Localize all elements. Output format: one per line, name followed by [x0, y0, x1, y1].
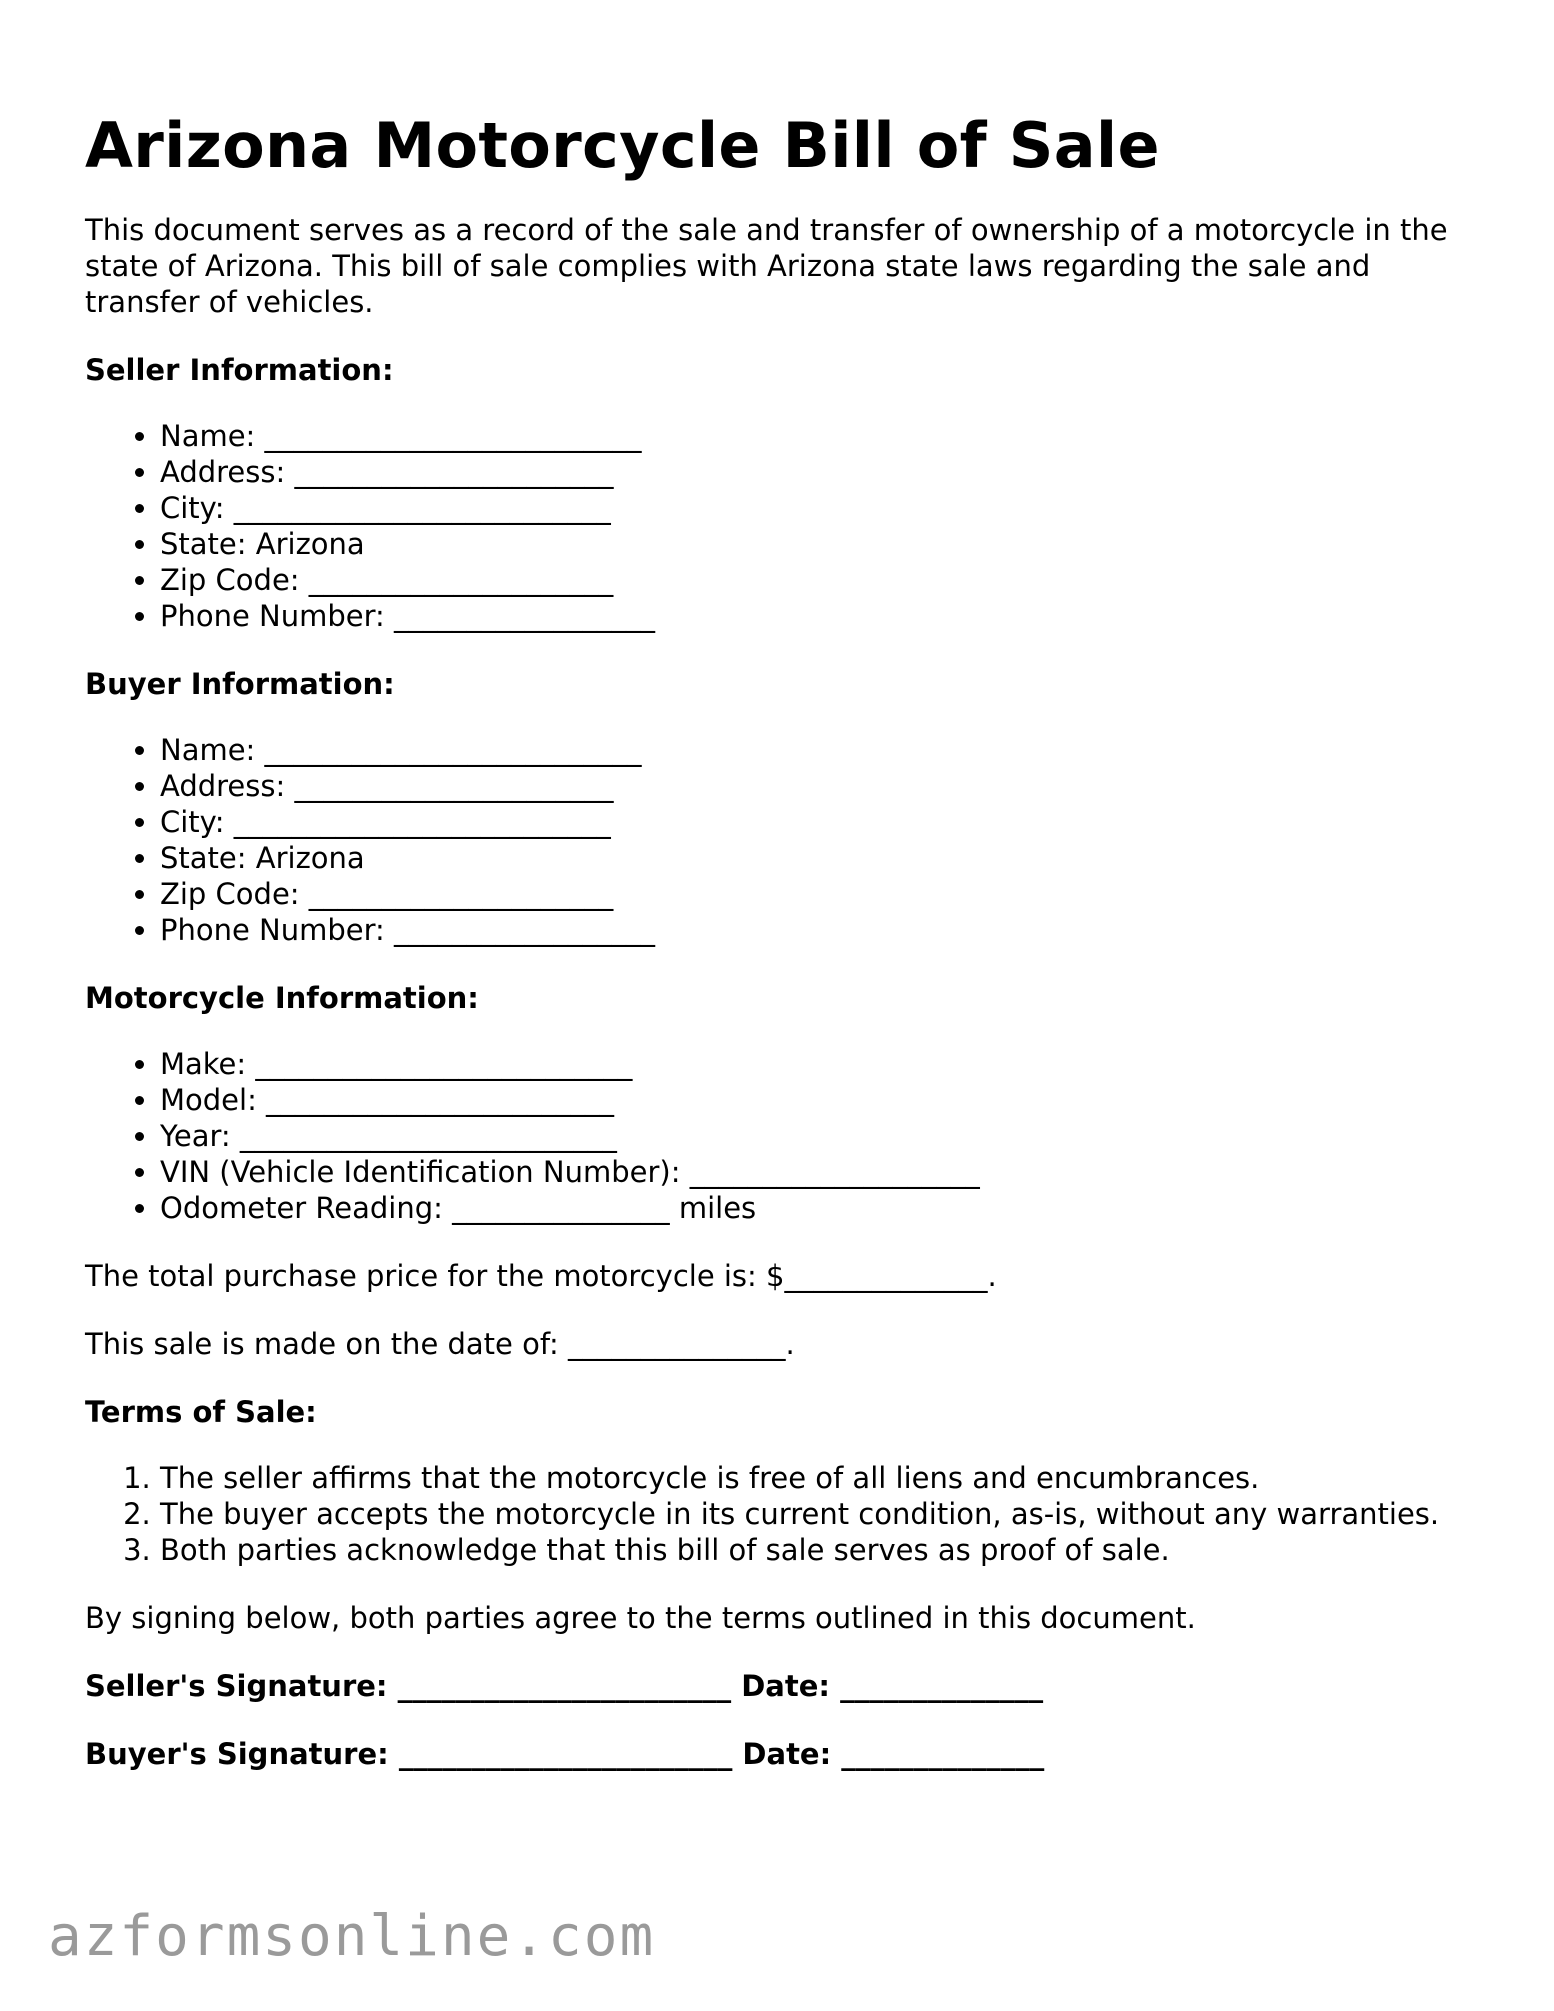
agreement-statement: By signing below, both parties agree to the terms outlined in this document. — [85, 1601, 1196, 1635]
motorcycle-vin-field: • VIN (Vehicle Identification Number): ____________________ — [160, 1154, 1485, 1190]
term-item: 1. The seller affirms that the motorcycle is free of all liens and encumbrances. — [160, 1460, 1485, 1496]
seller-phone-field: • Phone Number: __________________ — [160, 598, 1485, 634]
site-watermark: azformsonline.com — [48, 1904, 656, 1969]
terms-section-heading: Terms of Sale: — [85, 1395, 317, 1429]
seller-info-list — [85, 418, 1485, 634]
motorcycle-make-field: • Make: __________________________ — [160, 1046, 1485, 1082]
buyer-state-field: • State: Arizona — [160, 840, 1485, 876]
seller-address-field: • Address: ______________________ — [160, 454, 1485, 490]
buyer-info-list — [85, 732, 1485, 948]
document-page — [85, 108, 1485, 1772]
seller-city-field: • City: __________________________ — [160, 490, 1485, 526]
buyer-name-field: • Name: __________________________ — [160, 732, 1485, 768]
motorcycle-year-field: • Year: __________________________ — [160, 1118, 1485, 1154]
buyer-phone-field: • Phone Number: __________________ — [160, 912, 1485, 948]
sale-date-line: This sale is made on the date of: _______________. — [85, 1327, 795, 1361]
seller-section-heading: Seller Information: — [85, 353, 394, 387]
buyer-city-field: • City: __________________________ — [160, 804, 1485, 840]
buyer-address-field: • Address: ______________________ — [160, 768, 1485, 804]
motorcycle-model-field: • Model: ________________________ — [160, 1082, 1485, 1118]
motorcycle-odometer-field: • Odometer Reading: _______________ miles — [160, 1190, 1485, 1226]
buyer-signature-line: Buyer's Signature: _______________________ Date: ______________ — [85, 1737, 1045, 1771]
seller-zip-field: • Zip Code: _____________________ — [160, 562, 1485, 598]
buyer-section-heading: Buyer Information: — [85, 667, 395, 701]
motorcycle-info-list — [85, 1046, 1485, 1226]
seller-signature-line: Seller's Signature: _______________________ Date: ______________ — [85, 1669, 1044, 1703]
term-item: 3. Both parties acknowledge that this bill of sale serves as proof of sale. — [160, 1532, 1485, 1568]
document-title: Arizona Motorcycle Bill of Sale — [85, 109, 1160, 182]
terms-list — [85, 1460, 1485, 1568]
motorcycle-section-heading: Motorcycle Information: — [85, 981, 479, 1015]
seller-state-field: • State: Arizona — [160, 526, 1485, 562]
purchase-price-line: The total purchase price for the motorcycle is: $______________. — [85, 1259, 997, 1293]
term-item: 2. The buyer accepts the motorcycle in its current condition, as-is, without any warranties. — [160, 1496, 1485, 1532]
seller-name-field: • Name: __________________________ — [160, 418, 1485, 454]
intro-paragraph: This document serves as a record of the sale and transfer of ownership of a motorcycle in the state of Arizona. This bill of sale complies with Arizona state laws regarding the sale and transfer of vehicles. — [85, 213, 1448, 319]
buyer-zip-field: • Zip Code: _____________________ — [160, 876, 1485, 912]
